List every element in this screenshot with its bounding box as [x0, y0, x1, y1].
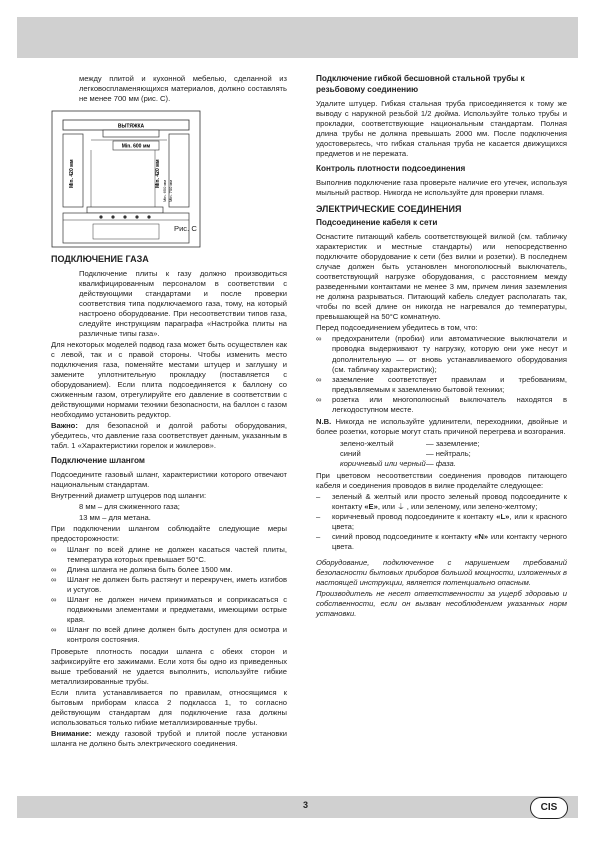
- cable-heading: Подсоединение кабеля к сети: [316, 218, 438, 228]
- nb-paragraph: Никогда не используйте удлинители, переходники, двойные и более розетки, которые могут стать причиной перегрева и возгорания.: [316, 416, 567, 436]
- wire-function: — заземление;: [426, 438, 480, 448]
- list-item: – коричневый провод подсоедините к контакту «L», или к красного цвета;: [316, 511, 567, 531]
- hose-diameter-1: 8 мм – для сжиженного газа;: [79, 502, 180, 512]
- wire-color: синий: [340, 448, 361, 458]
- list-item: ∞ розетка или многополюсный выключатель находятся в легкодоступном месте.: [316, 394, 567, 414]
- list-item: ∞ Шланг по всей длине не должен касаться частей плиты, температура которых превышает 50°С.: [51, 545, 287, 565]
- pipe-paragraph: Удалите штуцер. Гибкая стальная труба присоединяется к тому же выводу с наружной резьбой 1/2 дюйма. Используйте только трубы и прокладки, соответствующие национальным стандартам. Полная длина трубы не должна превышать 2000 мм. После подключения удостоверьтесь, что гибкая стальная труба не касается движущихся предметов и не пережата.: [316, 98, 567, 158]
- page-number: 3: [303, 800, 309, 810]
- list-item: ∞ Длина шланга не должна быть более 1500 мм.: [51, 565, 233, 575]
- warning-paragraph-2: Производитель не несет ответственности за ущерб здоровью и собственности, если он вызван несоблюдением указанных норм установки.: [316, 588, 567, 618]
- hose-paragraph-1: Подсоедините газовый шланг, характеристики которого отвечают национальным стандартам.: [51, 470, 287, 490]
- hose-precautions-list: [51, 545, 287, 645]
- figure-caption: Рис. С: [174, 224, 197, 233]
- right-column: [316, 74, 567, 620]
- list-item: ∞ Шланг по всей длине должен быть доступен для осмотра и контроля состояния.: [51, 625, 287, 645]
- pipe-heading: Подключение гибкой бесшовной стальной трубы к резьбовому соединению: [316, 74, 525, 94]
- leak-heading: Контроль плотности подсоединения: [316, 163, 466, 173]
- hose-paragraph-6: между газовой трубой и плитой после установки шланга не должно быть электрического соединения.: [51, 729, 287, 749]
- wire-function: — нейтраль;: [426, 448, 471, 458]
- left-column: [51, 74, 287, 750]
- list-item: – зеленый & желтый или просто зеленый провод подсоедините к контакту «E», или ⏚ , или зеленому, или зелено-желтому;: [316, 491, 567, 511]
- hose-diameter-2: 13 мм – для метана.: [79, 513, 151, 523]
- label-420b: Min. 420 мм: [155, 159, 161, 189]
- label-600: Min. 600 мм: [121, 143, 151, 150]
- wire-color: коричневый или черный: [340, 458, 426, 468]
- list-item: – синий провод подсоедините к контакту «N» или контакту черного цвета.: [316, 531, 567, 551]
- hood-label: ВЫТЯЖКА: [117, 123, 145, 130]
- leak-paragraph: Выполнив подключение газа проверьте наличие его утечек, используя мыльный раствор. Никогда не используйте для проверки пламя.: [316, 177, 567, 197]
- cable-paragraph-2: Перед подсоединением убедитесь в том, что:: [316, 323, 478, 333]
- hose-paragraph-3: При подключении шлангом соблюдайте следующие меры предосторожности:: [51, 524, 287, 544]
- gas-important-label: Важно:: [51, 421, 78, 431]
- hose-paragraph-5: Если плита устанавливается по правилам, относящимся к бытовым приборам класса 2 подкласса 1, то согласно действующим стандартам для подключение газа должны использоваться только гибкие металлизированные трубы.: [51, 688, 287, 728]
- wire-color-table: [340, 439, 567, 469]
- label-700: Min. 700 мм: [168, 180, 173, 203]
- color-mapping-list: [316, 492, 567, 552]
- warning-paragraph-1: Оборудование, подключенное с нарушением требований безопасности бытовых приборов большой мощности, изложенных в настоящей инструкции, является потенциально опасным.: [316, 557, 567, 587]
- electrical-heading: ЭЛЕКТРИЧЕСКИЕ СОЕДИНЕНИЯ: [316, 203, 462, 214]
- intro-text: между плитой и кухонной мебелью, сделанной из легковоспламеняющихся материалов, должно составлять не менее 700 мм (рис. C).: [79, 74, 287, 104]
- gas-paragraph-1: Подключение плиты к газу должно производиться квалифицированным персоналом в соответствии с действующими стандартами и после проверки соответствия типа подключаемого газа, тому, на который настроено оборудование. При несоответствии типов газа, следуйте инструкциям параграфа «Настройка плиты на различные типы газа».: [79, 268, 287, 339]
- gas-paragraph-3: для безопасной и долгой работы оборудования, убедитесь, что давление газа соответствует данным, указанным в табл. 1 «Характеристики горелок и жиклеров».: [51, 421, 287, 451]
- list-item: ∞ Шланг не должен ничем прижиматься и соприкасаться с подвижными элементами и предметами, имеющими острые края.: [51, 595, 287, 625]
- header-bar: [17, 17, 578, 58]
- hose-attention-label: Внимание:: [51, 729, 92, 739]
- list-item: ∞ заземление соответствует правилам и требованиям, предъявляемым к заземлению бытовой техники;: [316, 374, 567, 394]
- cable-check-list: [316, 334, 567, 414]
- hose-paragraph-4: Проверьте плотность посадки шланга с обеих сторон и зафиксируйте его зажимами. Если хотя бы одно из приведенных выше требований не удается выполнить, используйте гибкие металлизированные трубы.: [51, 647, 287, 687]
- nb-label: N.B.: [316, 416, 332, 426]
- wire-function: — фаза.: [426, 458, 456, 468]
- color-paragraph: При цветовом несоответствии соединения проводов питающего кабеля и соединения проводов в вилке проделайте следующее:: [316, 470, 567, 490]
- cable-paragraph-1: Оснастите питающий кабель соответствующей вилкой (см. табличку характеристик и местные стандарты) или непосредственно подключите оборудование к сети (без вилки и розетки). В последнем случае должен быть установлен многополюсный выключатель, соответствующий нагрузке оборудования, с расстоянием между разведенными контактами не менее 3 мм, причем линия заземления не должна разрываться. Питающий кабель следует располагать так, чтобы по всей длине он никогда не нагревался до температуры, превышающей на 50°С комнатную.: [316, 232, 567, 322]
- list-item: ∞ Шланг не должен быть растянут и перекручен, иметь изгибов и устугов.: [51, 575, 287, 595]
- hose-paragraph-2: Внутренний диаметр штуцеров под шланги:: [51, 491, 207, 501]
- list-item: ∞ предохранители (пробки) или автоматические выключатели и проводка выдерживают ту нагрузку, которую они уже несут и дополнительную — от вновь устанавливаемого оборудования (см. табличку характеристик);: [316, 334, 567, 374]
- hose-heading: Подключение шлангом: [51, 456, 145, 466]
- label-650: Min. 650 мм: [162, 180, 167, 203]
- gas-paragraph-2: Для некоторых моделей подвод газа может быть осуществлен как с левой, так и с правой стороны. Чтобы изменить место подключения газа, поменяйте местами штуцер и заглушку и замените уплотнительную прокладку (поставляется с оборудованием). Если плита подсоединяется к баллону со сжиженным газом, отрегулируйте его давление в соответствии с действующими нормами техники безопасности, на баллон с газом необходимо установить редуктор.: [51, 340, 287, 420]
- footer-bar: [17, 796, 578, 818]
- wire-color: зелено-желтый: [340, 438, 394, 448]
- gas-heading: ПОДКЛЮЧЕНИЕ ГАЗА: [51, 254, 149, 265]
- label-420a: Min. 420 мм: [69, 159, 75, 189]
- language-badge: CIS: [530, 797, 568, 819]
